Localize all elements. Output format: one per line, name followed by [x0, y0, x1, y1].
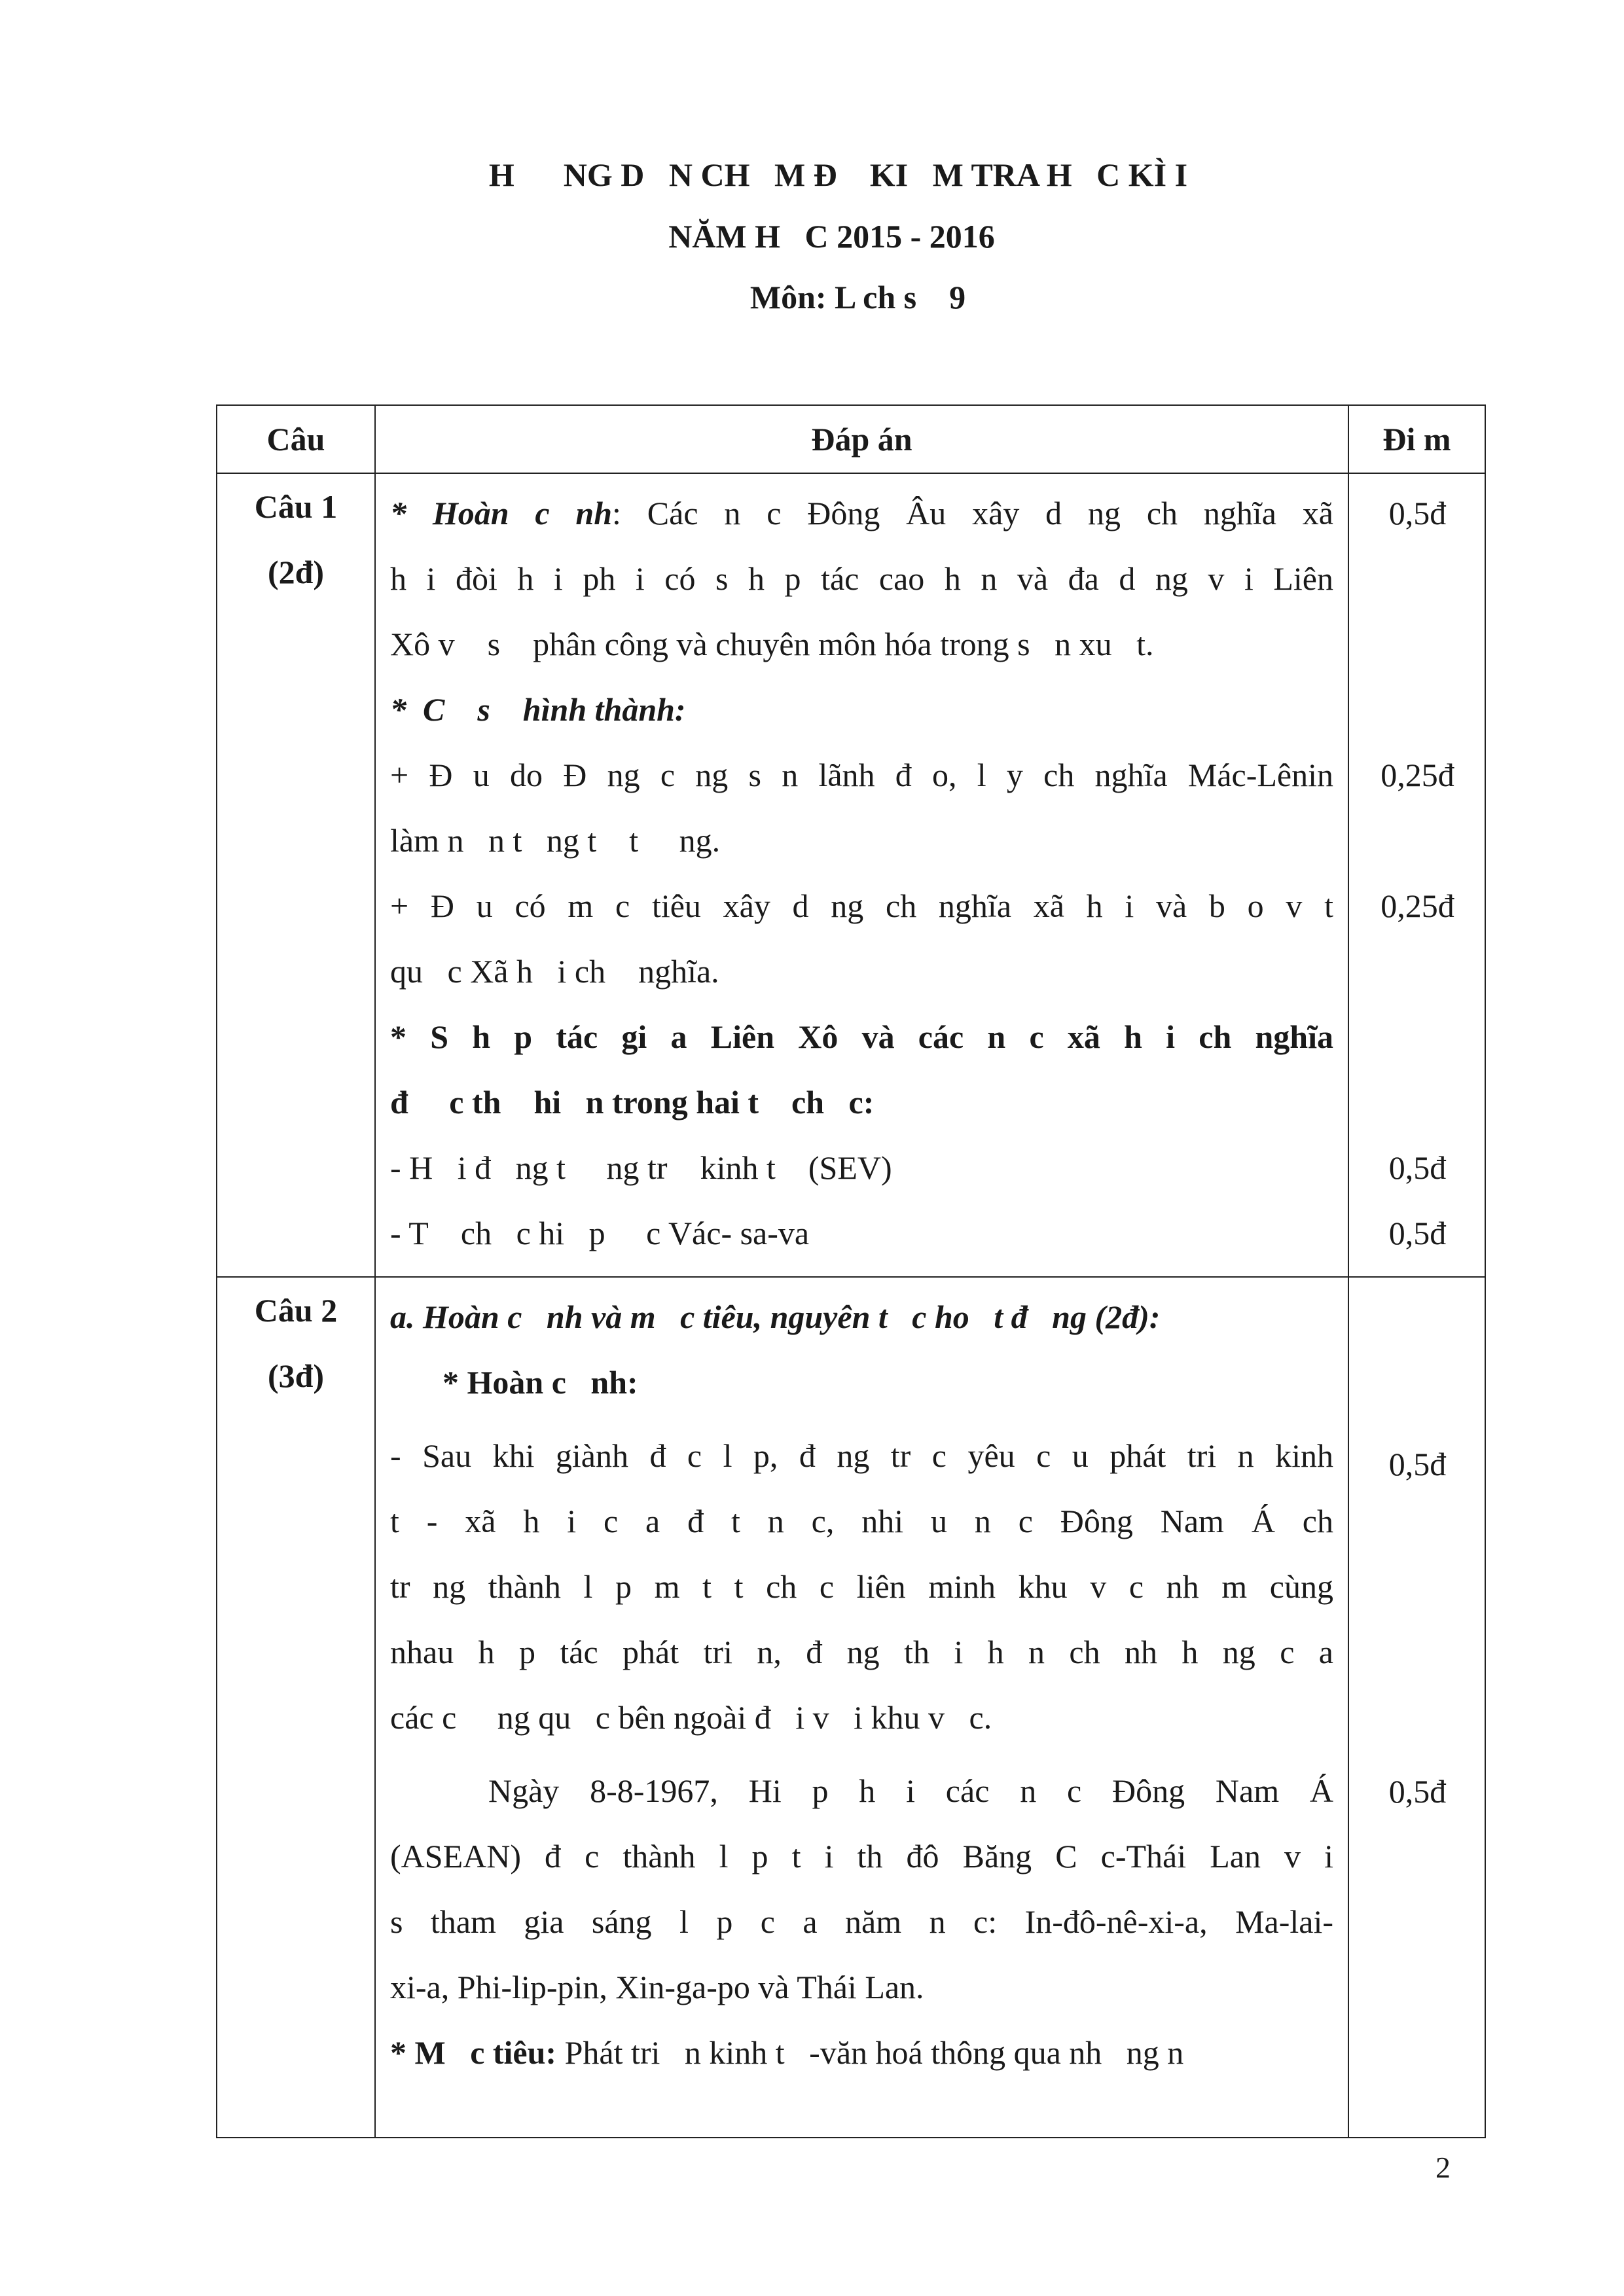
- question-points: (2đ): [267, 554, 325, 590]
- answer-line: - T ch c hi p c Vác- sa-va: [390, 1215, 810, 1251]
- answer-line: các c ng qu c bên ngoài đ i v i khu v c.: [390, 1699, 992, 1736]
- answer-line: - Sau khi giành đ c l p, đ ng tr c yêu c u phát tri n kinh: [390, 1437, 1333, 1474]
- answer-line: s tham gia sáng l p c a năm n c: In-đô-nê-xi-a, Ma-lai-: [390, 1903, 1333, 1940]
- answer-cell: [375, 1277, 1348, 2138]
- score-value: 0,5đ: [1388, 495, 1447, 531]
- score-value: 0,5đ: [1388, 1446, 1447, 1482]
- score-value: 0,5đ: [1388, 1149, 1447, 1186]
- answer-subheading: đ c th hi n trong hai t ch c:: [390, 1084, 875, 1121]
- answer-line: Xô v s phân công và chuyên môn hóa trong s n xu t.: [390, 626, 1154, 662]
- question-points: (3đ): [267, 1357, 325, 1394]
- answer-line: + Đ u có m c tiêu xây d ng ch nghĩa xã h i và b o v t: [390, 888, 1333, 924]
- page-number: 2: [1435, 2151, 1451, 2184]
- score-value: 0,25đ: [1380, 757, 1454, 793]
- answer-cell: [375, 473, 1348, 1277]
- answer-line: (ASEAN) đ c thành l p t i th đô Băng C c-Thái Lan v i: [390, 1838, 1333, 1874]
- answer-line: xi-a, Phi-lip-pin, Xin-ga-po và Thái Lan.: [390, 1969, 924, 2005]
- header-question: Câu: [217, 405, 375, 473]
- answer-subheading: a. Hoàn c nh và m c tiêu, nguyên t c ho t đ ng (2đ):: [390, 1299, 1161, 1335]
- question-label: Câu 2: [254, 1292, 338, 1329]
- heading-subject: Môn: L ch s 9: [749, 279, 966, 315]
- answer-line: Ngày 8-8-1967, Hi p h i các n c Đông Nam Á: [488, 1772, 1333, 1809]
- answer-table: [216, 404, 1486, 2138]
- answer-subheading: * C s hình thành:: [390, 691, 686, 728]
- answer-subheading: * Hoàn c nh:: [442, 1364, 638, 1401]
- question-cell: [217, 1277, 375, 2138]
- answer-line: làm n n t ng t t ng.: [390, 822, 721, 859]
- question-label: Câu 1: [254, 488, 338, 525]
- answer-line: tr ng thành l p m t t ch c liên minh khu v c nh m cùng: [390, 1568, 1333, 1605]
- score-value: 0,5đ: [1388, 1773, 1447, 1810]
- answer-line: * Hoàn c nh: Các n c Đông Âu xây d ng ch nghĩa xã: [390, 495, 1333, 531]
- header-answer: Đáp án: [375, 405, 1348, 473]
- score-value: 0,25đ: [1380, 888, 1454, 924]
- score-cell: [1348, 1277, 1485, 2138]
- header-score: Đi m: [1348, 405, 1485, 473]
- answer-line: + Đ u do Đ ng c ng s n lãnh đ o, l y ch nghĩa Mác-Lênin: [390, 757, 1333, 793]
- table-row: [217, 473, 1485, 1277]
- question-cell: [217, 473, 375, 1277]
- answer-line: nhau h p tác phát tri n, đ ng th i h n ch nh h ng c a: [390, 1634, 1333, 1670]
- heading-line-2: NĂM H C 2015 - 2016: [668, 218, 995, 255]
- table-header-row: [217, 405, 1485, 473]
- answer-line: h i đòi h i ph i có s h p tác cao h n và đa d ng v i Liên: [390, 560, 1333, 597]
- answer-subheading: * S h p tác gi a Liên Xô và các n c xã h i ch nghĩa: [390, 1018, 1333, 1055]
- answer-line: * M c tiêu: Phát tri n kinh t -văn hoá thông qua nh ng n: [390, 2034, 1184, 2071]
- answer-line: qu c Xã h i ch nghĩa.: [390, 953, 719, 990]
- table-row: [217, 1277, 1485, 2138]
- answer-line: t - xã h i c a đ t n c, nhi u n c Đông Nam Á ch: [390, 1503, 1333, 1539]
- answer-line: - H i đ ng t ng tr kinh t (SEV): [390, 1149, 892, 1186]
- heading-line-1: H NG D N CH M Đ KI M TRA H C KÌ I: [488, 156, 1188, 193]
- score-cell: [1348, 473, 1485, 1277]
- score-value: 0,5đ: [1388, 1215, 1447, 1251]
